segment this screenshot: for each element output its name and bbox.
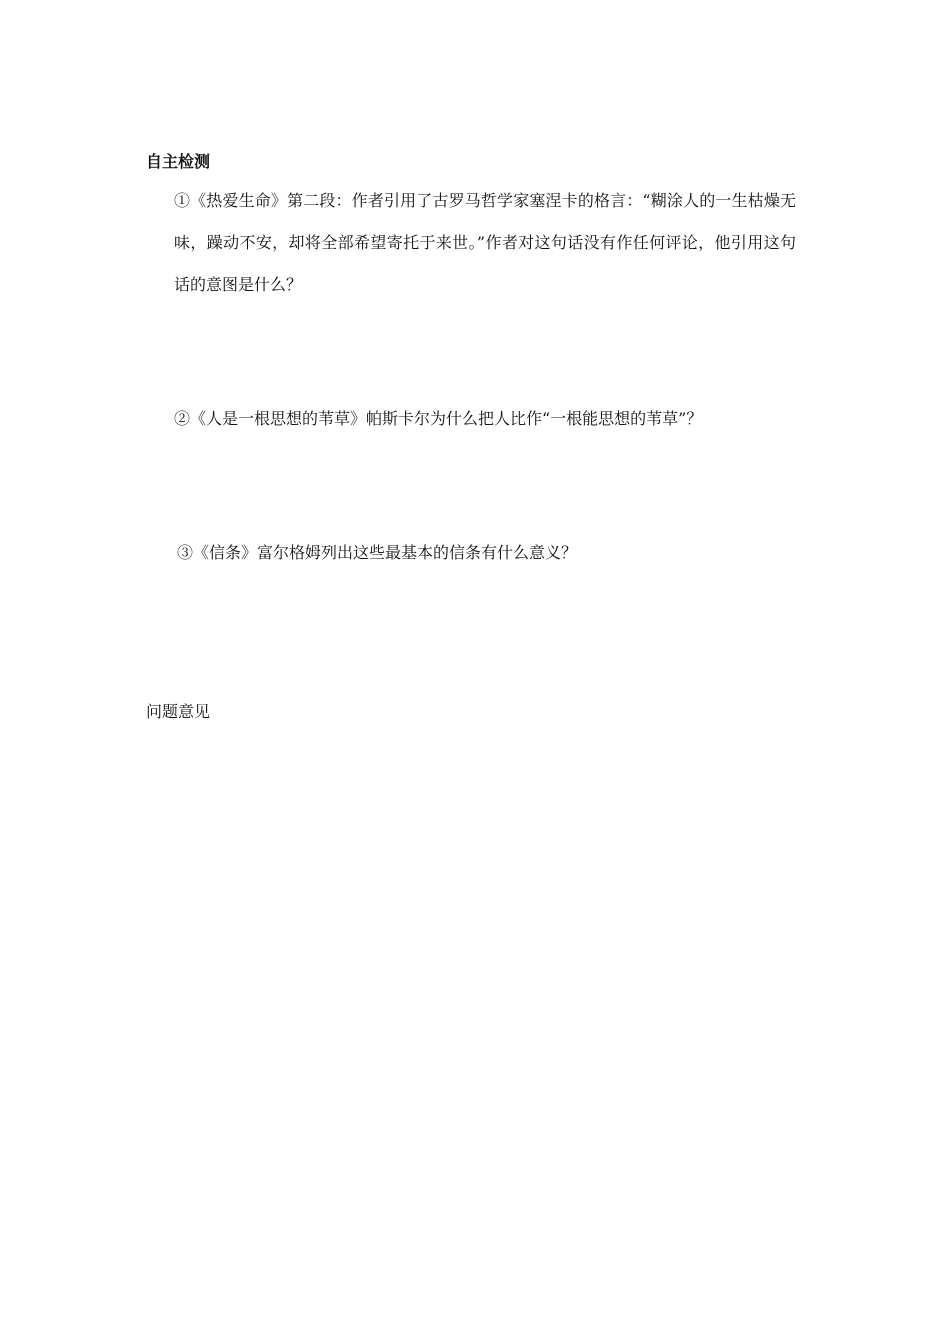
feedback-label: 问题意见	[146, 702, 211, 721]
section-title: 自主检测	[146, 152, 211, 171]
question-1: ①《热爱生命》第二段：作者引用了古罗马哲学家塞涅卡的格言：“糊涂人的一生枯燥无味，躁动不安，却将全部希望寄托于来世。”作者对这句话没有作任何评论，他引用这句话的意图是什么？	[174, 191, 796, 294]
question-3: ③《信条》富尔格姆列出这些最基本的信条有什么意义？	[177, 543, 578, 562]
question-2: ②《人是一根思想的苇草》帕斯卡尔为什么把人比作“一根能思想的苇草”？	[174, 409, 703, 428]
